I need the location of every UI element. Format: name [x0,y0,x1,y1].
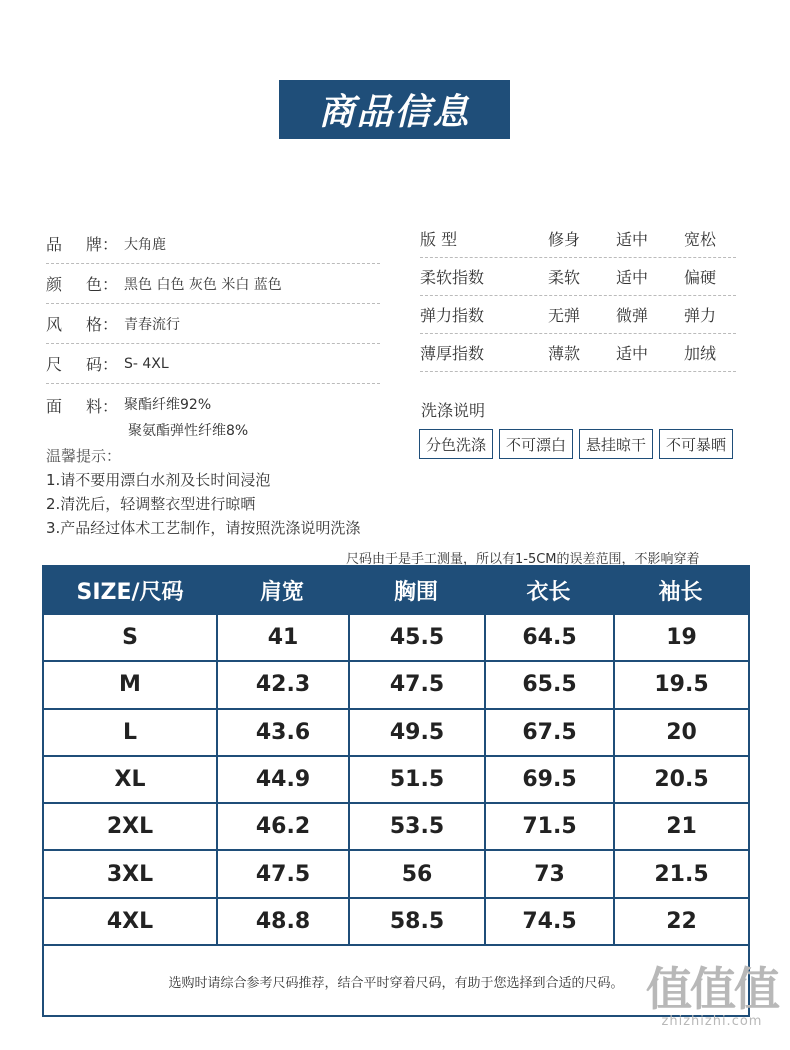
table-cell: 19 [613,615,748,660]
wash-tag: 悬挂晾干 [579,429,653,459]
table-cell: 20 [613,710,748,755]
table-row [44,897,748,944]
spec-option-label: 微弹 [615,306,648,325]
spec-key: 弹力指数 [420,306,485,325]
info-key-char: 牌： [85,235,118,254]
table-cell: 74.5 [484,899,613,944]
table-cell: 21.5 [613,851,748,896]
info-key-char: 色： [85,275,118,294]
info-row [46,264,380,304]
spec-key: 版 型 [420,230,458,249]
table-cell: 71.5 [484,804,613,849]
wash-tag: 不可暴晒 [659,429,733,459]
info-key [46,394,124,417]
spec-option-label: 修身 [547,230,580,249]
spec-option-label: 薄款 [547,344,580,363]
table-cell: 51.5 [348,757,484,802]
table-cell: 20.5 [613,757,748,802]
table-cell: 47.5 [216,851,348,896]
spec-option [598,265,666,288]
size-table-footer: 选购时请综合参考尺码推荐，结合平时穿着尺码，有助于您选择到合适的尺码。 [44,944,748,1016]
spec-option-label: 无弹 [547,306,580,325]
table-cell: 43.6 [216,710,348,755]
table-cell: 45.5 [348,615,484,660]
size-table-header [44,567,748,613]
product-info-list [46,224,380,440]
info-row [46,384,380,440]
info-key [46,232,124,255]
spec-option-label: 偏硬 [683,268,716,287]
table-row [44,849,748,896]
table-cell: S [122,625,138,651]
spec-option-label: 柔软 [547,268,580,287]
table-cell: 3XL [106,861,154,887]
table-row [44,613,748,660]
spec-table [420,220,736,372]
info-key-char: 品 [46,235,63,254]
info-key [46,272,124,295]
tip-item: 3.产品经过体术工艺制作，请按照洗涤说明洗涤 [46,519,361,537]
tips [46,444,360,540]
table-cell: XL [114,767,146,793]
spec-option-selected [530,265,598,288]
table-cell: 58.5 [348,899,484,944]
header-cell: SIZE/尺码 [76,579,184,605]
table-cell: 22 [613,899,748,944]
spec-row [420,220,736,258]
wash-tag: 不可漂白 [499,429,573,459]
table-row [44,708,748,755]
header-cell: 袖长 [658,579,703,605]
info-value [124,274,282,294]
table-cell: 48.8 [216,899,348,944]
info-key [46,312,124,335]
tip-item: 2.清洗后，轻调整衣型进行晾晒 [46,495,256,513]
watermark [646,964,778,1029]
table-cell: 64.5 [484,615,613,660]
spec-option-label: 适中 [615,268,648,287]
wash-title: 洗涤说明 [421,401,486,420]
spec-row [420,334,736,372]
info-key [46,352,124,375]
spec-option-label: 宽松 [683,230,716,249]
wash-tags [419,429,733,459]
table-cell: 46.2 [216,804,348,849]
table-cell: 44.9 [216,757,348,802]
info-row [46,344,380,384]
table-cell: 4XL [106,908,154,934]
info-value [124,314,180,334]
spec-key: 柔软指数 [420,268,485,287]
info-value [124,356,169,372]
tip-item: 1.请不要用漂白水剂及长时间浸泡 [46,471,271,489]
size-note: 尺码由于是手工测量，所以有1-5CM的误差范围，不影响穿着 [346,552,700,567]
page-title: 商品信息 [279,80,510,139]
table-cell: 19.5 [613,662,748,707]
spec-option-selected [666,303,734,326]
spec-option-label: 加绒 [683,344,716,363]
table-cell: 69.5 [484,757,613,802]
table-cell: 41 [216,615,348,660]
table-cell: 67.5 [484,710,613,755]
info-row [46,224,380,264]
info-value [124,394,248,440]
info-value-text: 聚酯纤维92% [124,397,212,413]
spec-option [530,227,598,250]
table-cell: 49.5 [348,710,484,755]
info-key-char: 风 [46,315,63,334]
watermark-url: zhizhizhi.com [661,1014,763,1029]
info-row [46,304,380,344]
info-key-char: 颜 [46,275,63,294]
info-value-text: 聚氨酯弹性纤维8% [128,423,249,439]
table-row [44,755,748,802]
watermark-logo: 值值值 [646,962,778,1016]
info-value-text: 黑色 白色 灰色 米白 蓝色 [124,276,282,293]
spec-option [666,265,734,288]
spec-option-label: 弹力 [683,306,716,325]
info-key-char: 料： [85,397,118,416]
spec-option-label: 适中 [615,230,648,249]
spec-key: 薄厚指数 [420,344,485,363]
table-cell: 47.5 [348,662,484,707]
table-cell: 65.5 [484,662,613,707]
spec-option [530,303,598,326]
info-value-text: 大角鹿 [124,236,166,253]
table-row [44,660,748,707]
spec-option-label: 适中 [615,344,648,363]
info-key-char: 面 [46,397,63,416]
table-cell: 73 [484,851,613,896]
spec-option [666,341,734,364]
table-cell: 53.5 [348,804,484,849]
table-cell: 2XL [106,814,154,840]
table-row [44,802,748,849]
spec-row [420,296,736,334]
wash-tag: 分色洗涤 [419,429,493,459]
info-key-char: 码： [85,355,118,374]
table-cell: M [119,672,141,698]
spec-option [530,341,598,364]
info-value [124,234,166,254]
tips-title: 温馨提示： [46,447,122,465]
info-key-char: 格： [85,315,118,334]
header-cell: 胸围 [393,579,438,605]
header-cell: 肩宽 [259,579,304,605]
info-value-text: S- 4XL [124,355,169,372]
info-value-text: 青春流行 [124,316,180,333]
header-cell: 衣长 [526,579,571,605]
spec-row [420,258,736,296]
table-cell: L [122,719,138,745]
table-cell: 42.3 [216,662,348,707]
size-table [42,565,750,1017]
table-cell: 21 [613,804,748,849]
spec-option [598,303,666,326]
spec-option [666,227,734,250]
spec-option-selected [598,341,666,364]
spec-option-selected [598,227,666,250]
table-cell: 56 [348,851,484,896]
info-key-char: 尺 [46,355,63,374]
